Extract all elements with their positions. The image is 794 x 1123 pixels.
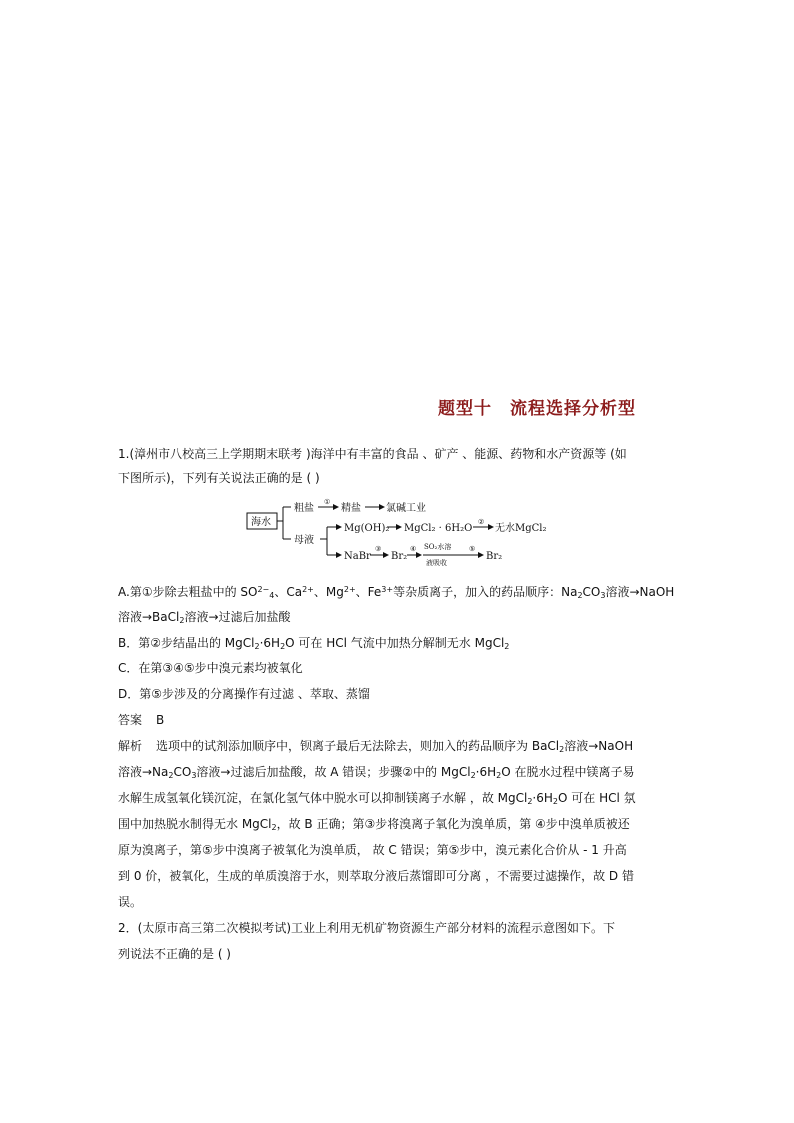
nabr-label: NaBr: [344, 551, 371, 562]
q1-stem-line1: 1.(漳州市八校高三上学期期末联考 )海洋中有丰富的食品 、矿产 、能源、药物和水产资源等 (如: [118, 447, 627, 461]
iron-charge: 3+: [381, 585, 394, 594]
magnesium-charge: 2+: [343, 585, 356, 594]
analysis-line1: [118, 738, 633, 754]
calcium-charge: 2+: [302, 585, 314, 594]
seawater-flow-diagram: [245, 497, 555, 569]
flow-diagram-svg: [245, 497, 555, 569]
q2-stem-line1: 2．(太原市高三第二次模拟考试)工业上利用无机矿物资源生产部分材料的流程示意图如下。下: [118, 921, 616, 935]
mgcl2-hydrate-label: MgCl₂ · 6H₂O: [404, 523, 473, 534]
option-a-line2: [118, 609, 291, 625]
sodium-subscript: 2: [577, 591, 583, 600]
section-type: 题型十: [438, 399, 492, 419]
option-a-label: A.: [118, 585, 130, 599]
analysis-subscript: 3: [191, 771, 197, 780]
option-b-text: O 可在 HCl 气流中加热分解制无水 MgCl: [285, 636, 505, 650]
so2-absorb-top-label: SO₂水溶: [424, 543, 452, 551]
step5-label: ⑤: [469, 545, 476, 553]
option-b-text: ·6H: [259, 636, 281, 650]
br2-b-label: Br₂: [486, 551, 503, 562]
analysis-text: 溶液→Na: [118, 765, 169, 779]
option-a-text: 等杂质离子，加入的药品顺序：Na: [393, 585, 578, 599]
analysis-subscript: 2: [496, 771, 502, 780]
option-b-subscript: 2: [504, 642, 510, 651]
option-d: [118, 686, 370, 702]
option-a-text: 、Mg: [313, 585, 344, 599]
analysis-text: 选项中的试剂添加顺序中，钡离子最后无法除去，则加入的药品顺序为 BaCl: [156, 739, 560, 753]
analysis-text: 溶液→NaOH: [564, 739, 634, 753]
analysis-label: 解析: [118, 739, 143, 753]
mother-liquor-label: 母液: [294, 535, 314, 546]
carbonate-subscript: 3: [600, 591, 606, 600]
analysis-text: 围中加热脱水制得无水 MgCl: [118, 817, 272, 831]
section-name: 流程选择分析型: [510, 399, 636, 419]
sulfate-charge: 2−: [257, 585, 270, 594]
analysis-text: ，故 B 正确；第③步将溴离子氧化为溴单质，第 ④步中溴单质被还: [276, 817, 630, 831]
option-d-text: 第⑤步涉及的分离操作有过滤 、萃取、蒸馏: [139, 687, 370, 701]
option-a-text: 、Ca: [274, 585, 303, 599]
step2-label: ②: [478, 518, 485, 526]
option-d-label: D．: [118, 687, 140, 701]
analysis-subscript: 2: [527, 797, 533, 806]
option-a-text: 溶液→过滤后加盐酸: [184, 610, 291, 624]
section-title: [438, 394, 636, 419]
analysis-line4: [118, 816, 630, 832]
barium-subscript: 2: [179, 616, 185, 625]
option-b-subscript: 2: [280, 642, 286, 651]
analysis-subscript: 2: [552, 797, 558, 806]
option-a-line1: [118, 584, 674, 600]
analysis-text: 水解生成氢氧化镁沉淀，在氯化氢气体中脱水可以抑制镁离子水解 ，故 MgCl: [118, 791, 528, 805]
option-b: [118, 635, 509, 651]
answer-value: B: [156, 713, 165, 727]
option-c: [118, 660, 303, 676]
analysis-subscript: 2: [168, 771, 174, 780]
step1-label: ①: [324, 498, 331, 506]
analysis-line6: 到 0 价，被氧化，生成的单质溴溶于水，则萃取分液后蒸馏即可分离 ，不需要过滤操作，故 D 错: [118, 869, 634, 883]
analysis-text: CO: [173, 765, 192, 779]
step4-label: ④: [410, 545, 417, 553]
refined-salt-label: 精盐: [341, 503, 361, 514]
analysis-text: O 在脱水过程中镁离子易: [501, 765, 635, 779]
option-b-label: B．: [118, 636, 139, 650]
analysis-line2: [118, 764, 635, 780]
option-c-text: 在第③④⑤步中溴元素均被氧化: [138, 661, 303, 675]
analysis-subscript: 2: [271, 823, 277, 832]
option-a-text: 、Fe: [355, 585, 382, 599]
br2-a-label: Br₂: [391, 551, 408, 562]
analysis-text: ·6H: [532, 791, 553, 805]
option-b-subscript: 2: [254, 642, 260, 651]
chlor-alkali-label: 氯碱工业: [386, 503, 426, 514]
answer-line: [118, 712, 164, 728]
option-c-label: C．: [118, 661, 139, 675]
q1-stem-line2: 下图所示)，下列有关说法正确的是 ( ): [118, 471, 320, 485]
analysis-line7: 误。: [118, 895, 143, 909]
option-b-text: 第②步结晶出的 MgCl: [138, 636, 255, 650]
analysis-line3: [118, 790, 636, 806]
analysis-text: O 可在 HCl 氛: [558, 791, 636, 805]
option-a-text: 溶液→BaCl: [118, 610, 180, 624]
analysis-subscript: 2: [470, 771, 476, 780]
analysis-line5: 原为溴离子，第⑤步中溴离子被氧化为溴单质， 故 C 错误；第⑤步中，溴元素化合价从 - 1 升高: [118, 843, 627, 857]
option-a-text: 第①步除去粗盐中的 SO: [129, 585, 258, 599]
step3-label: ③: [375, 545, 382, 553]
so2-absorb-bottom-label: 液吸收: [426, 559, 447, 567]
option-a-text: CO: [582, 585, 601, 599]
analysis-text: ·6H: [475, 765, 497, 779]
anhydrous-mgcl2-label: 无水MgCl₂: [495, 523, 547, 534]
sulfate-subscript: 4: [269, 591, 275, 600]
answer-label: 答案: [118, 713, 143, 727]
seawater-label: 海水: [251, 517, 271, 528]
option-a-text: 溶液→NaOH: [605, 585, 675, 599]
mgoh2-label: Mg(OH)₂: [344, 523, 390, 534]
q2-stem-line2: 列说法不正确的是 ( ): [118, 947, 231, 961]
analysis-text: 溶液→过滤后加盐酸，故 A 错误；步骤②中的 MgCl: [196, 765, 471, 779]
analysis-subscript: 2: [559, 745, 565, 754]
crude-salt-label: 粗盐: [294, 503, 314, 514]
